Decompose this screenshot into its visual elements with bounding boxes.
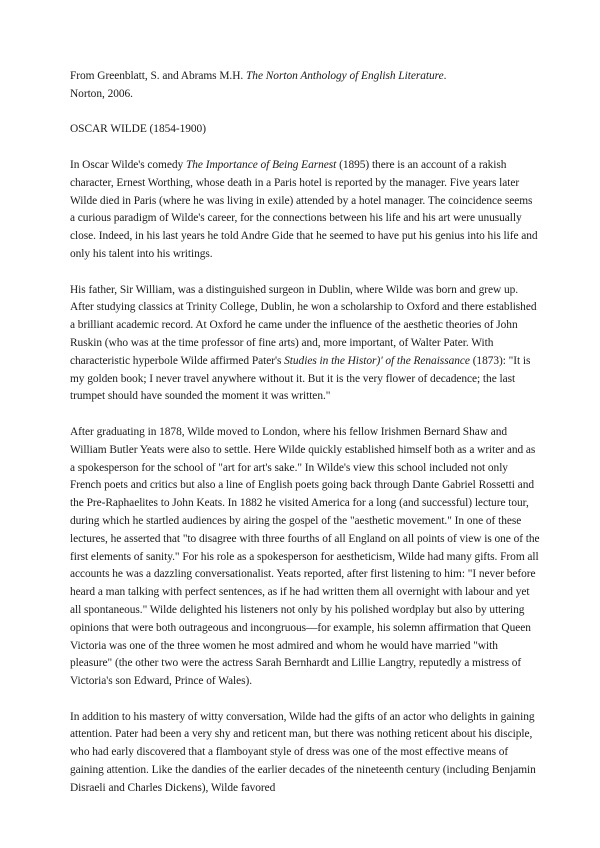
paragraph-2: [70, 282, 540, 407]
citation-title: The Norton Anthology of English Literature: [246, 70, 444, 82]
document-page: [70, 68, 540, 815]
paragraph-1-text-a: In Oscar Wilde's comedy: [70, 158, 186, 171]
citation-suffix: .: [443, 70, 447, 82]
citation: [70, 68, 540, 104]
paragraph-1-text-c: (1895) there is an account of a rakish character, Ernest Worthing, whose death in a Paris hotel is reported by the manager. Five years later Wilde died in Paris (where he was living in exile) attended by a hotel manager. The coincidence seems a curious paradigm of Wilde's career, for the connections between his life and his art were unusually close. Indeed, in his last years he told Andre Gide that he seemed to have put his genius into his life and only his talent into his writings.: [70, 158, 538, 260]
citation-publisher: Norton, 2006.: [70, 87, 133, 100]
page-title: OSCAR WILDE (1854-1900): [70, 123, 206, 136]
paragraph-2-italic-title: Studies in the Histor)' of the Renaissance: [284, 354, 470, 367]
paragraph-1-italic-title: The Importance of Being Earnest: [185, 158, 337, 171]
paragraph-3-text: After graduating in 1878, Wilde moved to London, where his fellow Irishmen Bernard Shaw and William Butler Yeats were also to settle. Here Wilde quickly established himself both as a writer and as a spokesperson for the school of "art for art's sake." In Wilde's view this school included not only French poets and critics but also a line of English poets going back through Dante Gabriel Rossetti and the Pre-Raphaelites to John Keats. In 1882 he visited America for a long (and successful) lecture tour, during which he startled audiences by airing the gospel of the "aesthetic movement." In one of these lectures, he asserted that "to disagree with three fourths of all England on all points of view is one of the first elements of sanity." For his role as a spokesperson for aestheticism, Wilde had many gifts. From all accounts he was a dazzling conversationalist. Yeats reported, after first listening to him: "I never before heard a man talking with perfect sentences, as if he had written them all overnight with labour and yet all spontaneous." Wilde delighted his listeners not only by his polished wordplay but also by uttering opinions that were both outrageous and incongruous—for example, his solemn affirmation that Queen Victoria was one of the three women he most admired and whom he would have married "with pleasure" (the other two were the actress Sarah Bernhardt and Lillie Langtry, reputedly a mistress of Victoria's son Edward, Prince of Wales).: [70, 425, 540, 688]
paragraph-2-text-a: His father, Sir William, was a distinguished surgeon in Dublin, where Wilde was born and grew up. After studying classics at Trinity College, Dublin, he won a scholarship to Oxford and there established a brilliant academic record. At Oxford he came under the influence of the aesthetic theories of John Ruskin (who was at the time professor of fine arts) and, more important, of Walter Pater. With characteristic hyperbole Wilde affirmed Pater's: [70, 283, 537, 367]
paragraph-4-text: In addition to his mastery of witty conversation, Wilde had the gifts of an actor who delights in gaining attention. Pater had been a very shy and reticent man, but there was nothing reticent about his disciple, who had early discovered that a flamboyant style of dress was one of the most effective means of gaining attention. Like the dandies of the earlier decades of the nineteenth century (including Benjamin Disraeli and Charles Dickens), Wilde favored: [70, 710, 536, 794]
paragraph-4: [70, 709, 540, 798]
paragraph-2-text-c: (1873): "It is my golden book; I never travel anywhere without it. But it is the very flower of decadence; the last trumpet should have sounded the moment it was written.": [70, 354, 531, 403]
citation-prefix: From Greenblatt, S. and Abrams M.H.: [70, 70, 247, 82]
paragraph-1: [70, 157, 540, 264]
paragraph-3: [70, 424, 540, 691]
